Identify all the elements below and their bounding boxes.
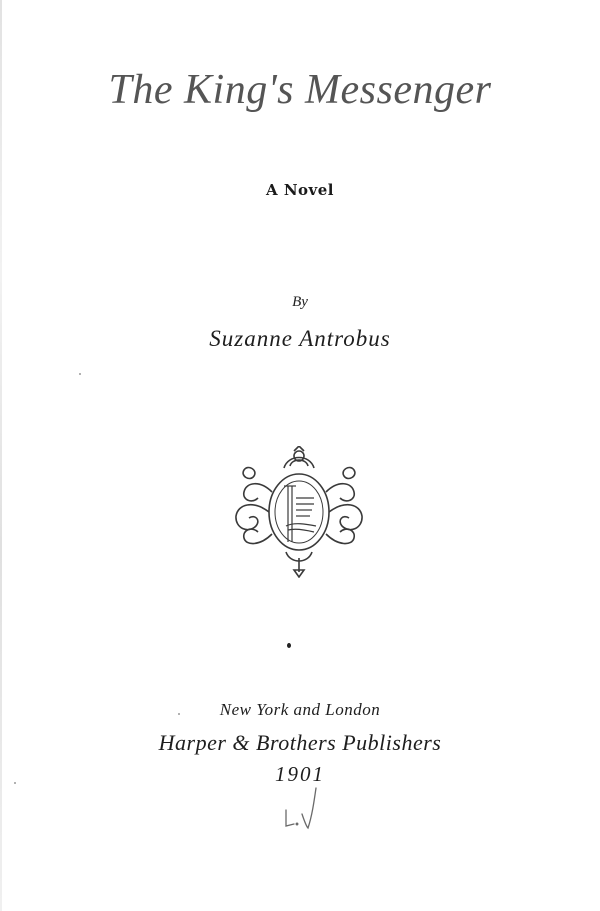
book-title: The King's Messenger [108, 67, 492, 113]
book-subtitle: A Novel [265, 181, 335, 199]
publisher-name: Harper & Brothers Publishers [158, 730, 442, 755]
ink-speck [79, 373, 81, 375]
ink-dot [287, 643, 291, 648]
publication-place: New York and London [219, 700, 381, 719]
by-label: By [292, 294, 308, 310]
publication-year: 1901 [275, 762, 325, 786]
author-name: Suzanne Antrobus [209, 326, 391, 351]
handwritten-shelfmark [282, 786, 322, 832]
publisher-device-icon [228, 446, 370, 578]
